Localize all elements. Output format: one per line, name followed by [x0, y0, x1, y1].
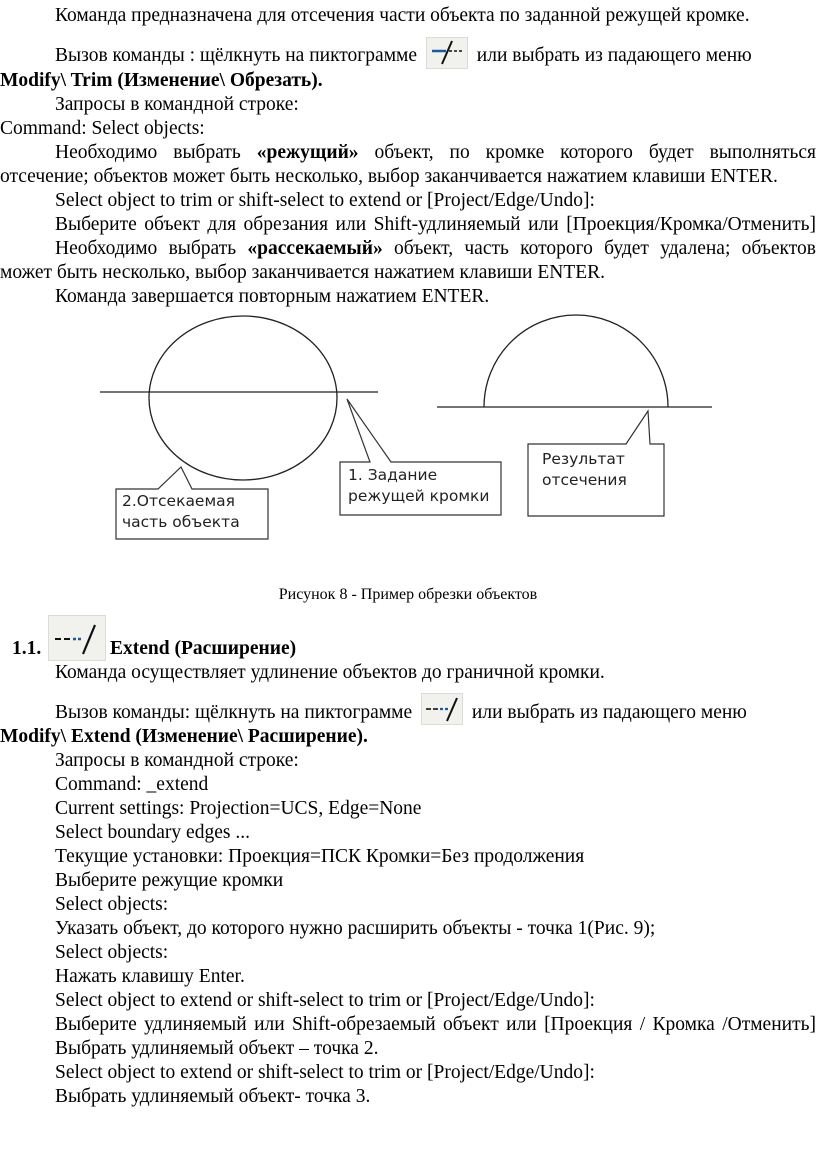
extend-menu-path: Modify\ Extend (Изменение\ Расширение). — [0, 726, 368, 748]
extend-line: Текущие установки: Проекция=ПСК Кромки=Без продолжения — [55, 846, 585, 868]
extend-select-ru: Выберите удлиняемый или Shift-обрезаемый объект или [Проекция / Кромка /Отменить] — [55, 1014, 816, 1036]
trim-para-cutting: Необходимо выбрать «режущий» объект, по кромке которого будет выполняться отсечение; объектов может быть несколько, выбор заканчивается нажатием клавиши ENTER. — [0, 141, 816, 187]
trim-call-line — [0, 44, 816, 69]
extend-heading — [0, 615, 816, 661]
figure-caption: Рисунок 8 - Пример обрезки объектов — [278, 585, 538, 603]
extend-call-text-2: или выбрать из падающего меню — [471, 701, 747, 723]
section-number: 1.1. — [12, 637, 42, 659]
callout-cutting-edge-text: 1. Задание режущей кромки — [348, 465, 490, 505]
trim-command: Command: Select objects: — [0, 117, 205, 139]
extend-line: Запросы в командной строке: — [55, 750, 299, 772]
extend-call-text: Вызов команды: щёлкнуть на пиктограмме — [55, 701, 413, 723]
trim-diagram — [0, 313, 816, 583]
trim-finish: Команда завершается повторным нажатием ENTER. — [55, 285, 490, 307]
extend-tail: Выбрать удлиняемый объект – точка 2. — [55, 1038, 379, 1060]
extend-line: Выберите режущие кромки — [55, 870, 284, 892]
trim-prompts-label: Запросы в командной строке: — [55, 93, 299, 115]
trim-icon[interactable] — [426, 37, 468, 69]
section-title: Extend (Расширение) — [110, 637, 297, 659]
extend-line: Select boundary edges ... — [55, 822, 250, 844]
callout-cut-part-text: 2.Отсекаемая часть объекта — [122, 491, 240, 531]
callout-result-text: Результат отсечения — [542, 449, 627, 489]
trimmed-arc — [484, 315, 668, 407]
trim-select-ru: Выберите объект для обрезания или Shift-удлиняемый или [Проекция/Кромка/Отменить] — [55, 213, 816, 235]
extend-tail: Select object to extend or shift-select to trim or [Project/Edge/Undo]: — [55, 1062, 595, 1084]
trim-select-en: Select object to trim or shift-select to extend or [Project/Edge/Undo]: — [55, 189, 595, 211]
extend-tail: Выбрать удлиняемый объект- точка 3. — [55, 1086, 371, 1108]
extend-small-icon[interactable] — [421, 693, 463, 725]
extend-line: Нажать клавишу Enter. — [55, 966, 245, 988]
trim-menu-path: Modify\ Trim (Изменение\ Обрезать). — [0, 69, 323, 91]
extend-icon[interactable] — [48, 615, 106, 661]
extend-call-line — [0, 701, 816, 726]
trim-intro: Команда предназначена для отсечения части объекта по заданной режущей кромке. — [55, 5, 750, 26]
extend-line: Current settings: Projection=UCS, Edge=None — [55, 798, 422, 820]
trim-para-cut: Необходимо выбрать «рассекаемый» объект, часть которого будет удалена; объектов может быть несколько, выбор заканчивается нажатием клавиши ENTER. — [0, 237, 816, 283]
full-circle — [149, 316, 337, 480]
trim-figure — [0, 313, 816, 583]
extend-line: Select objects: — [55, 942, 169, 964]
trim-call-text: Вызов команды : щёлкнуть на пиктограмме — [55, 45, 418, 66]
extend-line: Select object to extend or shift-select to trim or [Project/Edge/Undo]: — [55, 990, 595, 1012]
trim-call-text-2: или выбрать из падающего меню — [476, 45, 752, 66]
extend-line: Select objects: — [55, 894, 169, 916]
extend-line: Указать объект, до которого нужно расширить объекты - точка 1(Рис. 9); — [55, 918, 656, 940]
extend-line: Command: _extend — [55, 774, 209, 796]
extend-intro: Команда осуществляет удлинение объектов до граничной кромки. — [55, 661, 605, 683]
